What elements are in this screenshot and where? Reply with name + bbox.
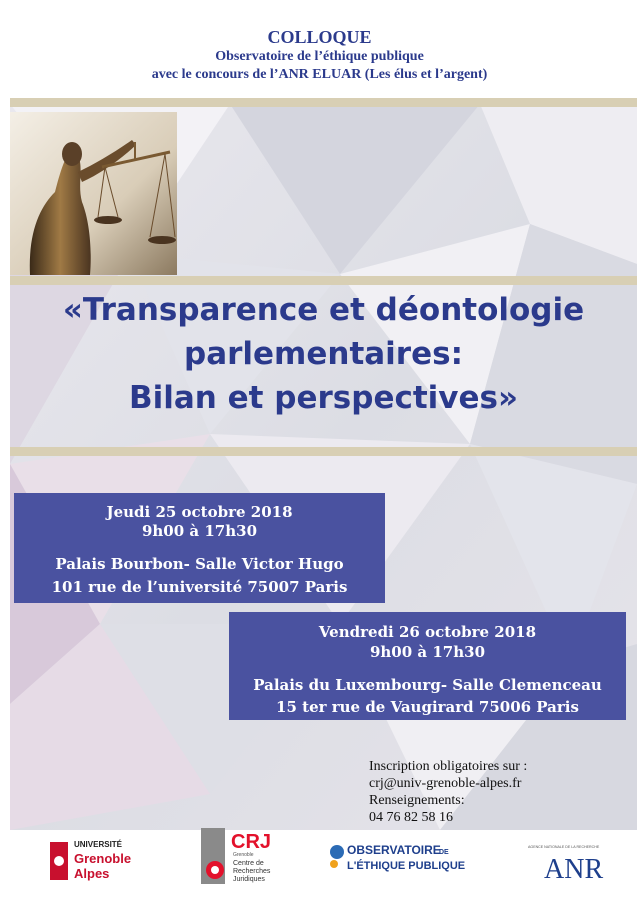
header-support: avec le concours de l’ANR ELUAR (Les élus et l’argent) <box>151 67 488 82</box>
crj-line2: Recherches <box>233 868 271 875</box>
oep-line2: L'ÉTHIQUE PUBLIQUE <box>347 860 466 872</box>
top-band <box>10 98 637 107</box>
day2-address: 15 ter rue de Vaugirard 75006 Paris <box>276 698 579 716</box>
day2-hours: 9h00 à 17h30 <box>369 643 486 661</box>
day1-box <box>14 493 385 603</box>
header <box>0 0 639 98</box>
day1-address: 101 rue de l’université 75007 Paris <box>51 578 348 596</box>
anr-letters: ANR <box>544 854 604 884</box>
oep-line1: OBSERVATOIRE <box>347 843 441 857</box>
uga-line2: Grenoble <box>74 851 132 866</box>
crj-line1: Centre de <box>233 860 264 867</box>
anr-tagline: AGENCE NATIONALE DE LA RECHERCHE <box>528 845 600 849</box>
anr-logo <box>526 840 616 884</box>
title-band-bottom <box>10 447 637 456</box>
day1-hours: 9h00 à 17h30 <box>141 522 258 540</box>
justice-statue-photo <box>10 112 177 275</box>
day1-date: Jeudi 25 octobre 2018 <box>106 503 293 521</box>
crj-line3: Juridiques <box>233 876 265 883</box>
title-line-3: Bilan et perspectives» <box>129 380 518 416</box>
header-colloque: COLLOQUE <box>267 27 372 47</box>
registration-email[interactable]: crj@univ-grenoble-alpes.fr <box>369 776 522 791</box>
title-band-top <box>10 276 637 285</box>
registration-info <box>369 758 527 826</box>
day2-box <box>229 612 626 720</box>
info-label: Renseignements: <box>369 793 465 808</box>
uga-line1: UNIVERSITÉ <box>74 840 123 849</box>
crj-acronym: CRJ <box>231 831 272 853</box>
title-line-2: parlementaires: <box>184 336 463 372</box>
phone-number: 04 76 82 58 16 <box>369 810 453 825</box>
day2-venue: Palais du Luxembourg- Salle Clemenceau <box>253 676 602 694</box>
day2-date: Vendredi 26 octobre 2018 <box>318 623 537 641</box>
registration-label: Inscription obligatoires sur : <box>369 759 528 774</box>
uga-line3: Alpes <box>74 866 110 881</box>
uga-logo <box>48 834 154 882</box>
day1-venue: Palais Bourbon- Salle Victor Hugo <box>55 555 344 573</box>
oep-logo <box>327 832 495 882</box>
crj-logo <box>201 826 286 886</box>
header-organizer: Observatoire de l’éthique publique <box>215 49 424 64</box>
oep-suffix: DE <box>439 849 449 856</box>
title-line-1: «Transparence et déontologie <box>62 292 585 328</box>
event-title <box>10 288 637 420</box>
crj-sub: Grenoble <box>233 852 254 858</box>
